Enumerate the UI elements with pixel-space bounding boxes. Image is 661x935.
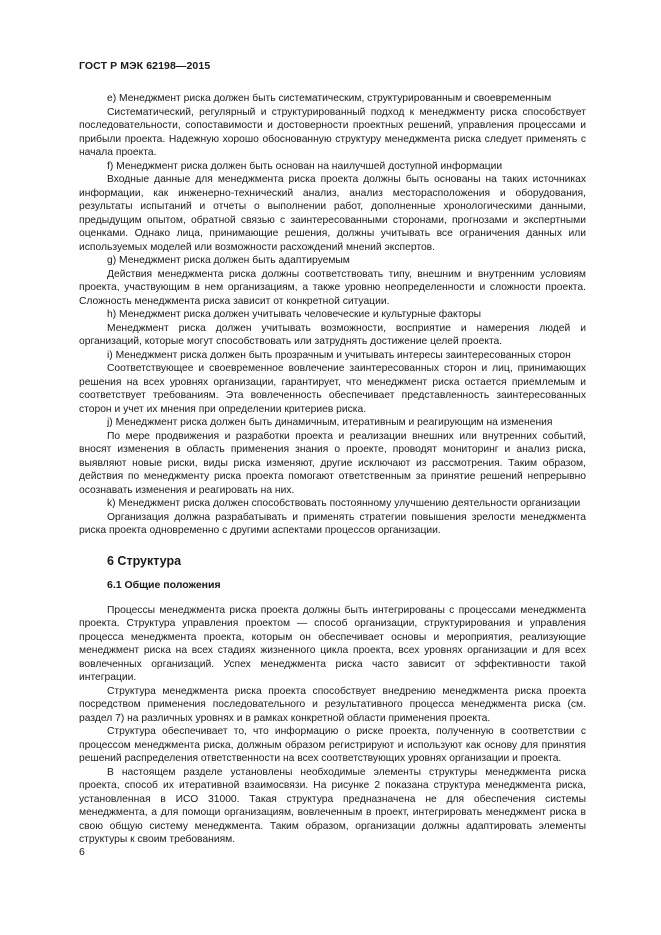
paragraph: Действия менеджмента риска должны соответствовать типу, внешним и внутренним условиям проекта, участвующим в нем организациям, а также уровню неопределенности и сложности проекта. Сложность менеджмента риска зависит от конкретной ситуации. [79, 268, 586, 307]
paragraph: Структура менеджмента риска проекта способствует внедрению менеджмента риска проекта посредством применения последовательного и результативного процесса менеджмента риска (см. раздел 7) на различных уровнях и в рамках конкретной области применения проекта. [79, 685, 586, 724]
paragraph: e) Менеджмент риска должен быть систематическим, структурированным и своевременным [107, 93, 552, 104]
document-header: ГОСТ Р МЭК 62198—2015 [79, 60, 211, 72]
paragraph: Процессы менеджмента риска проекта должны быть интегрированы с процессами менеджмента проекта. Структура управления проектом — способ организации, структурирования и управления процесса менеджмента проекта, которым он обеспечивает основы и мероприятия, реализующие менеджмент риска на всех стадиях жизненного цикла проекта, всех уровнях организации и для всех вовлеченных организаций. Успех менеджмента риска часто зависит от эффективности такой интеграции. [79, 604, 586, 683]
paragraph: Соответствующее и своевременное вовлечение заинтересованных сторон и лиц, принимающих решения на всех уровнях организации, гарантирует, что менеджмент риска остается приемлемым и соответствует требованиям. Эта вовлеченность обеспечивает представленность заинтересованных сторон и учет их мнения при определении критериев риска. [79, 363, 586, 415]
paragraph: g) Менеджмент риска должен быть адаптируемым [107, 255, 350, 266]
paragraph: k) Менеджмент риска должен способствовать постоянному улучшению деятельности организации [107, 498, 581, 509]
page-content [79, 92, 586, 847]
paragraph: Менеджмент риска должен учитывать возможности, восприятие и намерения людей и организаций, которые могут способствовать или затруднять достижение целей проекта. [79, 322, 586, 347]
paragraph: По мере продвижения и разработки проекта и реализации внешних или внутренних событий, вносят изменения в область применения знания о проекте, проводят мониторинг и анализ риска, выявляют новые риски, виды риска изменяют, другие исключают из рассмотрения. Таким образом, действия по менеджменту риска проекта помогают ответственным за принятие решений непрерывно осознавать изменения и реагировать на них. [79, 430, 586, 496]
section-title: 6 Структура [107, 553, 182, 568]
paragraph: Систематический, регулярный и структурированный подход к менеджменту риска способствует последовательности, сопоставимости и достоверности проектных решений, управления процессами и прибыли проекта. Надежную хорошо обоснованную структуру менеджмента риска следует применять с начала проекта. [79, 106, 586, 158]
paragraph: j) Менеджмент риска должен быть динамичным, итеративным и реагирующим на изменения [107, 417, 553, 428]
paragraph: i) Менеджмент риска должен быть прозрачным и учитывать интересы заинтересованных сторон [107, 349, 571, 361]
paragraph: h) Менеджмент риска должен учитывать человеческие и культурные факторы [107, 309, 482, 320]
page-number: 6 [79, 846, 85, 858]
paragraph: В настоящем разделе установлены необходимые элементы структуры менеджмента риска проекта, способ их итеративной взаимосвязи. На рисунке 2 показана структура менеджмента риска, установленная в ИСО 31000. Такая структура предназначена не для обеспечения системы менеджмента, а для помощи организациям, вовлеченным в проект, интегрировать менеджмент риска в свою общую систему менеджмента. Таким образом, организации должны адаптировать элементы структуры к своим требованиям. [79, 766, 586, 845]
paragraph: Входные данные для менеджмента риска проекта должны быть основаны на таких источниках информации, как инженерно-технический анализ, анализ месторасположения и оборудования, результаты испытаний и отчеты о выполнении работ, дополненные хронологическими данными, предыдущим опытом, обратной связью с заинтересованными сторонами, прогнозами и экспертными оценками. Однако лица, принимающие решения, должны учитывать все ограничения данных или используемых моделей или возможности расхождений мнений экспертов. [79, 174, 586, 253]
paragraph: f) Менеджмент риска должен быть основан на наилучшей доступной информации [107, 160, 503, 172]
subsection-title: 6.1 Общие положения [107, 579, 221, 591]
paragraph: Структура обеспечивает то, что информацию о риске проекта, полученную в соответствии с процессом менеджмента риска, должным образом регистрируют и используют как основу для принятия решений распределения ответственности на всех соответствующих уровнях организации и проекта. [79, 726, 586, 764]
paragraph: Организация должна разрабатывать и применять стратегии повышения зрелости менеджмента риска проекта одновременно с другими аспектами процессов организации. [79, 511, 586, 536]
